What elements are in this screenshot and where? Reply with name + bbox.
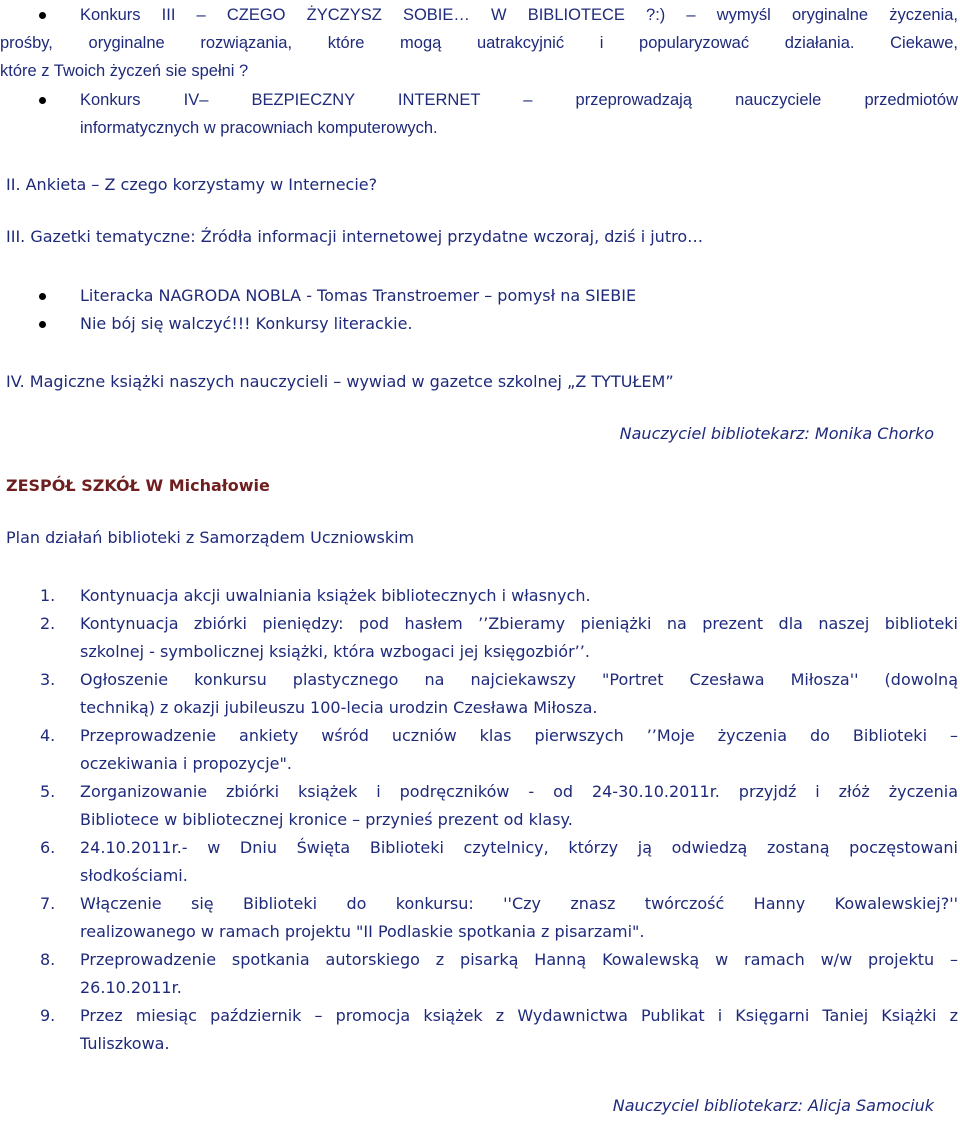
bullet-konkurs-iv: Konkurs IV– BEZPIECZNY INTERNET – przeprowadzają nauczyciele przedmiotów informatycznych w pracowniach komputerowych. [0, 86, 958, 142]
list-item: 6. 24.10.2011r.- w Dniu Święta Biblioteki czytelnicy, którzy ją odwiedzą zostaną poczęstowani słodkościami. [40, 838, 958, 885]
item-ii-ankieta: II. Ankieta – Z czego korzystamy w Internecie? [6, 175, 378, 194]
bullet-dot [39, 12, 46, 19]
plan-list [0, 582, 958, 1058]
bullet-dot [39, 97, 46, 104]
bullet-konkurs-iii: Konkurs III – CZEGO ŻYCZYSZ SOBIE… W BIBLIOTECE ?:) – wymyśl oryginalne życzenia, prośby, oryginalne rozwiązania, które mogą uatrakcyjnić i popularyzować działania. Ciekawe, które z Twoich życzeń sie spełni ? [0, 6, 958, 80]
bullet-dot [39, 321, 46, 328]
list-item: 3. Ogłoszenie konkursu plastycznego na najciekawszy "Portret Czesława Miłosza'' (dowolną techniką) z okazji jubileuszu 100-lecia urodzin Czesława Miłosza. [40, 670, 958, 717]
bullet-dot [39, 293, 46, 300]
list-item: 4. Przeprowadzenie ankiety wśród uczniów klas pierwszych ’’Moje życzenia do Biblioteki – oczekiwania i propozycje". [40, 726, 958, 773]
signature-alicja-samociuk: Nauczyciel bibliotekarz: Alicja Samociuk [612, 1096, 934, 1115]
list-item: 9. Przez miesiąc październik – promocja książek z Wydawnictwa Publikat i Księgarni Taniej Książki z Tuliszkowa. [40, 1006, 958, 1053]
list-item: 7. Włączenie się Biblioteki do konkursu: ''Czy znasz twórczość Hanny Kowalewskiej?'' realizowanego w ramach projektu "II Podlaskie spotkania z pisarzami". [40, 894, 958, 941]
sub-bullet-konkursy: Nie bój się walczyć!!! Konkursy literackie. [0, 310, 958, 338]
list-item: 8. Przeprowadzenie spotkania autorskiego z pisarką Hanną Kowalewską w ramach w/w projektu – 26.10.2011r. [40, 950, 958, 997]
sub-bullet-nobel: Literacka NAGRODA NOBLA - Tomas Transtroemer – pomysł na SIEBIE [0, 282, 958, 310]
item-iii-gazetki: III. Gazetki tematyczne: Źródła informacji internetowej przydatne wczoraj, dziś i jutro… [6, 227, 704, 246]
school-heading: ZESPÓŁ SZKÓŁ W Michałowie [6, 476, 270, 495]
signature-monika-chorko: Nauczyciel bibliotekarz: Monika Chorko [619, 424, 934, 443]
list-item: 1. Kontynuacja akcji uwalniania książek bibliotecznych i własnych. [40, 586, 591, 605]
list-item: 2. Kontynuacja zbiórki pieniędzy: pod hasłem ’’Zbieramy pieniążki na prezent dla naszej biblioteki szkolnej - symbolicznej książki, która wzbogaci jej księgozbiór’’. [40, 614, 958, 661]
item-iv-ksiazki: IV. Magiczne książki naszych nauczycieli – wywiad w gazetce szkolnej „Z TYTUŁEM” [6, 372, 674, 391]
list-item: 5. Zorganizowanie zbiórki książek i podręczników - od 24-30.10.2011r. przyjdź i złóż życzenia Bibliotece w bibliotecznej kronice – przynieś prezent od klasy. [40, 782, 958, 829]
plan-subheading: Plan działań biblioteki z Samorządem Uczniowskim [6, 528, 415, 547]
